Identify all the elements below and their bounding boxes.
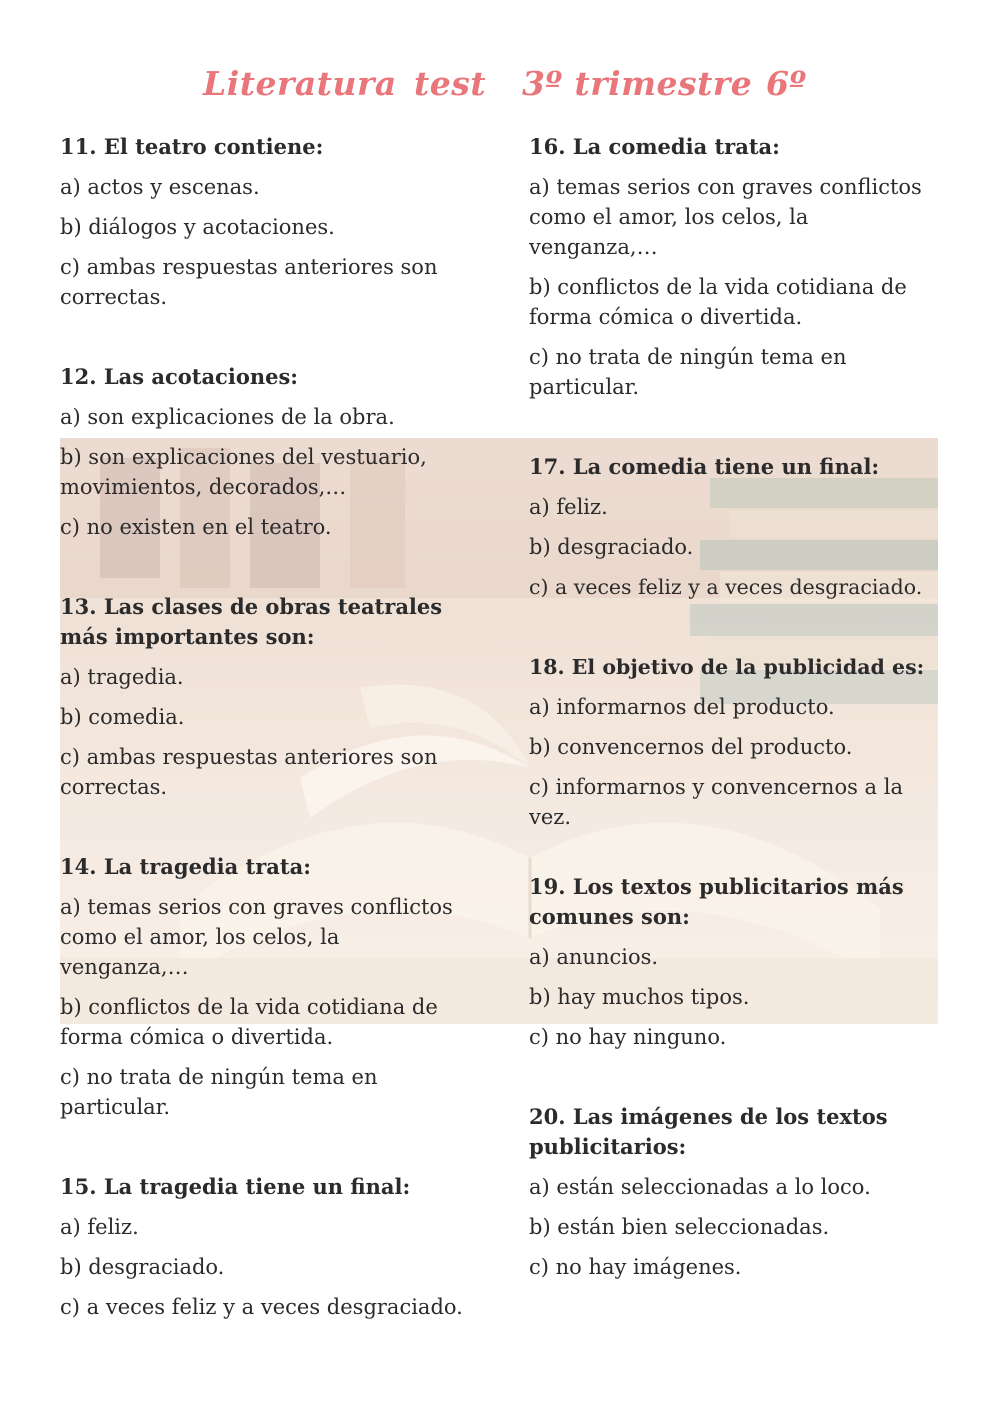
question-11-option-b[interactable]: b) diálogos y acotaciones. [60,215,335,239]
question-14 [60,852,470,1122]
question-19-option-c[interactable]: c) no hay ninguno. [529,1025,727,1049]
question-20-option-a[interactable]: a) están seleccionadas a lo loco. [529,1175,871,1199]
question-11-title: 11. El teatro contiene: [60,134,324,159]
title-subject: Literatura [203,64,397,103]
question-17-title: 17. La comedia tiene un final: [529,454,880,479]
question-15-option-a[interactable]: a) feliz. [60,1215,139,1239]
title-term: 3º trimestre [522,64,753,103]
question-11-option-a[interactable]: a) actos y escenas. [60,175,260,199]
question-14-title: 14. La tragedia trata: [60,854,311,879]
question-12-option-c[interactable]: c) no existen en el teatro. [60,515,332,539]
page-title [0,64,1000,114]
question-19-title: 19. Los textos publicitarios más comunes son: [529,874,904,929]
question-12-title: 12. Las acotaciones: [60,364,299,389]
question-17-option-c[interactable]: c) a veces feliz y a veces desgraciado. [529,575,923,599]
question-18-option-b[interactable]: b) convencernos del producto. [529,735,853,759]
question-20-option-b[interactable]: b) están bien seleccionadas. [529,1215,830,1239]
question-14-option-a[interactable]: a) temas serios con graves conflictos como el amor, los celos, la venganza,… [60,895,453,979]
question-15-option-c[interactable]: c) a veces feliz y a veces desgraciado. [60,1295,463,1319]
question-18-title: 18. El objetivo de la publicidad es: [529,655,925,679]
question-16-option-c[interactable]: c) no trata de ningún tema en particular. [529,345,847,399]
question-20-option-c[interactable]: c) no hay imágenes. [529,1255,742,1279]
question-13-option-c[interactable]: c) ambas respuestas anteriores son correctas. [60,745,438,799]
question-17 [529,452,949,602]
question-13-option-a[interactable]: a) tragedia. [60,665,184,689]
question-11 [60,132,470,312]
question-12-option-a[interactable]: a) son explicaciones de la obra. [60,405,395,429]
question-19-option-b[interactable]: b) hay muchos tipos. [529,985,750,1009]
question-18 [529,652,949,832]
question-13-title: 13. Las clases de obras teatrales más importantes son: [60,594,443,649]
question-15-title: 15. La tragedia tiene un final: [60,1174,411,1199]
question-19 [529,872,939,1052]
question-15-option-b[interactable]: b) desgraciado. [60,1255,225,1279]
question-20-title: 20. Las imágenes de los textos publicitarios: [529,1104,888,1159]
question-16-title: 16. La comedia trata: [529,134,780,159]
question-11-option-c[interactable]: c) ambas respuestas anteriores son correctas. [60,255,438,309]
question-13 [60,592,470,802]
question-13-option-b[interactable]: b) comedia. [60,705,185,729]
title-test: test [414,64,487,103]
question-18-option-a[interactable]: a) informarnos del producto. [529,695,835,719]
question-16 [529,132,939,402]
question-12-option-b[interactable]: b) son explicaciones del vestuario, movimientos, decorados,… [60,445,427,499]
question-20 [529,1102,939,1282]
question-14-option-b[interactable]: b) conflictos de la vida cotidiana de forma cómica o divertida. [60,995,438,1049]
question-17-option-b[interactable]: b) desgraciado. [529,535,694,559]
question-16-option-b[interactable]: b) conflictos de la vida cotidiana de forma cómica o divertida. [529,275,907,329]
question-16-option-a[interactable]: a) temas serios con graves conflictos como el amor, los celos, la venganza,… [529,175,922,259]
question-14-option-c[interactable]: c) no trata de ningún tema en particular. [60,1065,378,1119]
title-grade: 6º [766,64,807,103]
question-17-option-a[interactable]: a) feliz. [529,495,608,519]
question-18-option-c[interactable]: c) informarnos y convencernos a la vez. [529,775,903,829]
question-15 [60,1172,470,1322]
question-12 [60,362,470,542]
question-19-option-a[interactable]: a) anuncios. [529,945,659,969]
